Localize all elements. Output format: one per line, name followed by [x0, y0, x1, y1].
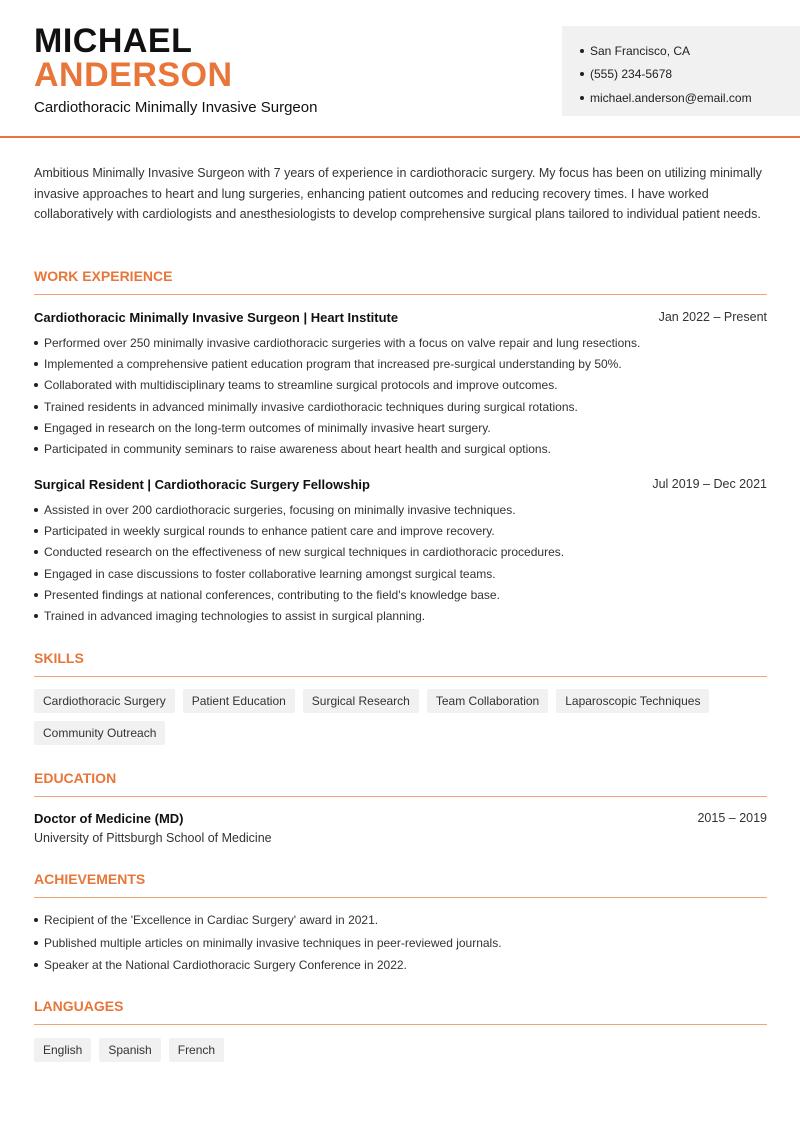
education-degree: Doctor of Medicine (MD) — [34, 811, 184, 826]
list-item: Assisted in over 200 cardiothoracic surgeries, focusing on minimally invasive techniques. — [34, 499, 769, 520]
skill-chip: Laparoscopic Techniques — [556, 689, 709, 713]
list-item: Trained residents in advanced minimally invasive cardiothoracic techniques during surgical rotations. — [34, 396, 769, 417]
contact-location: San Francisco, CA — [580, 39, 800, 63]
bullet-icon — [34, 529, 38, 533]
job-dates: Jan 2022 – Present — [658, 310, 767, 324]
bullet-icon — [580, 96, 584, 100]
list-item: Implemented a comprehensive patient education program that increased pre-surgical understanding by 50%. — [34, 353, 769, 374]
contact-box — [562, 26, 800, 116]
list-item: Performed over 250 minimally invasive cardiothoracic surgeries with a focus on valve repair and lung resections. — [34, 332, 769, 353]
list-item: Collaborated with multidisciplinary teams to streamline surgical protocols and improve outcomes. — [34, 375, 769, 396]
languages-list — [34, 1038, 769, 1062]
resume-header — [0, 0, 800, 138]
job-role: Cardiothoracic Minimally Invasive Surgeon | Heart Institute — [34, 310, 399, 325]
job-bullets — [34, 332, 769, 460]
achievements-list — [34, 909, 769, 977]
bullet-icon — [34, 362, 38, 366]
skills-list — [34, 689, 769, 745]
divider — [34, 294, 767, 295]
list-item: Participated in community seminars to raise awareness about heart health and surgical options. — [34, 438, 769, 459]
bullet-icon — [34, 447, 38, 451]
first-name: MICHAEL — [34, 22, 193, 60]
section-title-achievements: ACHIEVEMENTS — [34, 871, 146, 887]
job-dates: Jul 2019 – Dec 2021 — [652, 477, 767, 491]
skill-chip: Community Outreach — [34, 721, 165, 745]
bullet-icon — [34, 593, 38, 597]
list-item: Speaker at the National Cardiothoracic Surgery Conference in 2022. — [34, 954, 769, 977]
section-title-education: EDUCATION — [34, 770, 117, 786]
job-role: Surgical Resident | Cardiothoracic Surgery Fellowship — [34, 477, 370, 492]
list-item: Presented findings at national conferences, contributing to the field's knowledge base. — [34, 584, 769, 605]
list-item: Engaged in case discussions to foster collaborative learning amongst surgical teams. — [34, 563, 769, 584]
divider — [34, 676, 767, 677]
bullet-icon — [580, 49, 584, 53]
language-chip: English — [34, 1038, 91, 1062]
section-title-work: WORK EXPERIENCE — [34, 268, 173, 284]
bullet-icon — [34, 550, 38, 554]
bullet-icon — [34, 614, 38, 618]
bullet-icon — [34, 963, 38, 967]
language-chip: French — [169, 1038, 224, 1062]
language-chip: Spanish — [99, 1038, 160, 1062]
last-name: ANDERSON — [34, 56, 233, 94]
skill-chip: Team Collaboration — [427, 689, 548, 713]
bullet-icon — [34, 341, 38, 345]
list-item: Trained in advanced imaging technologies to assist in surgical planning. — [34, 605, 769, 626]
contact-email: michael.anderson@email.com — [580, 86, 800, 110]
education-dates: 2015 – 2019 — [697, 811, 767, 825]
divider — [34, 796, 767, 797]
skill-chip: Surgical Research — [303, 689, 419, 713]
contact-phone: (555) 234-5678 — [580, 63, 800, 87]
bullet-icon — [34, 383, 38, 387]
bullet-icon — [34, 508, 38, 512]
divider — [34, 1024, 767, 1025]
divider — [34, 897, 767, 898]
skill-chip: Patient Education — [183, 689, 295, 713]
bullet-icon — [34, 572, 38, 576]
list-item: Published multiple articles on minimally invasive techniques in peer-reviewed journals. — [34, 932, 769, 955]
job-title: Cardiothoracic Minimally Invasive Surgeon — [34, 99, 318, 116]
list-item: Engaged in research on the long-term outcomes of minimally invasive heart surgery. — [34, 417, 769, 438]
bullet-icon — [34, 426, 38, 430]
list-item: Participated in weekly surgical rounds to enhance patient care and improve recovery. — [34, 520, 769, 541]
job-bullets — [34, 499, 769, 627]
summary: Ambitious Minimally Invasive Surgeon with 7 years of experience in cardiothoracic surgery. My focus has been on utilizing minimally invasive approaches to heart and lung surgeries, enhancing patient outcomes and reducing recovery times. I have worked collaboratively with cardiologists and anesthesiologists to develop comprehensive surgical plans tailored to individual patient needs. — [34, 166, 762, 222]
bullet-icon — [34, 918, 38, 922]
bullet-icon — [34, 941, 38, 945]
section-title-languages: LANGUAGES — [34, 998, 124, 1014]
bullet-icon — [34, 405, 38, 409]
list-item: Conducted research on the effectiveness of new surgical techniques in cardiothoracic procedures. — [34, 542, 769, 563]
bullet-icon — [580, 72, 584, 76]
section-title-skills: SKILLS — [34, 650, 84, 666]
list-item: Recipient of the 'Excellence in Cardiac Surgery' award in 2021. — [34, 909, 769, 932]
education-school: University of Pittsburgh School of Medicine — [34, 831, 272, 845]
skill-chip: Cardiothoracic Surgery — [34, 689, 175, 713]
